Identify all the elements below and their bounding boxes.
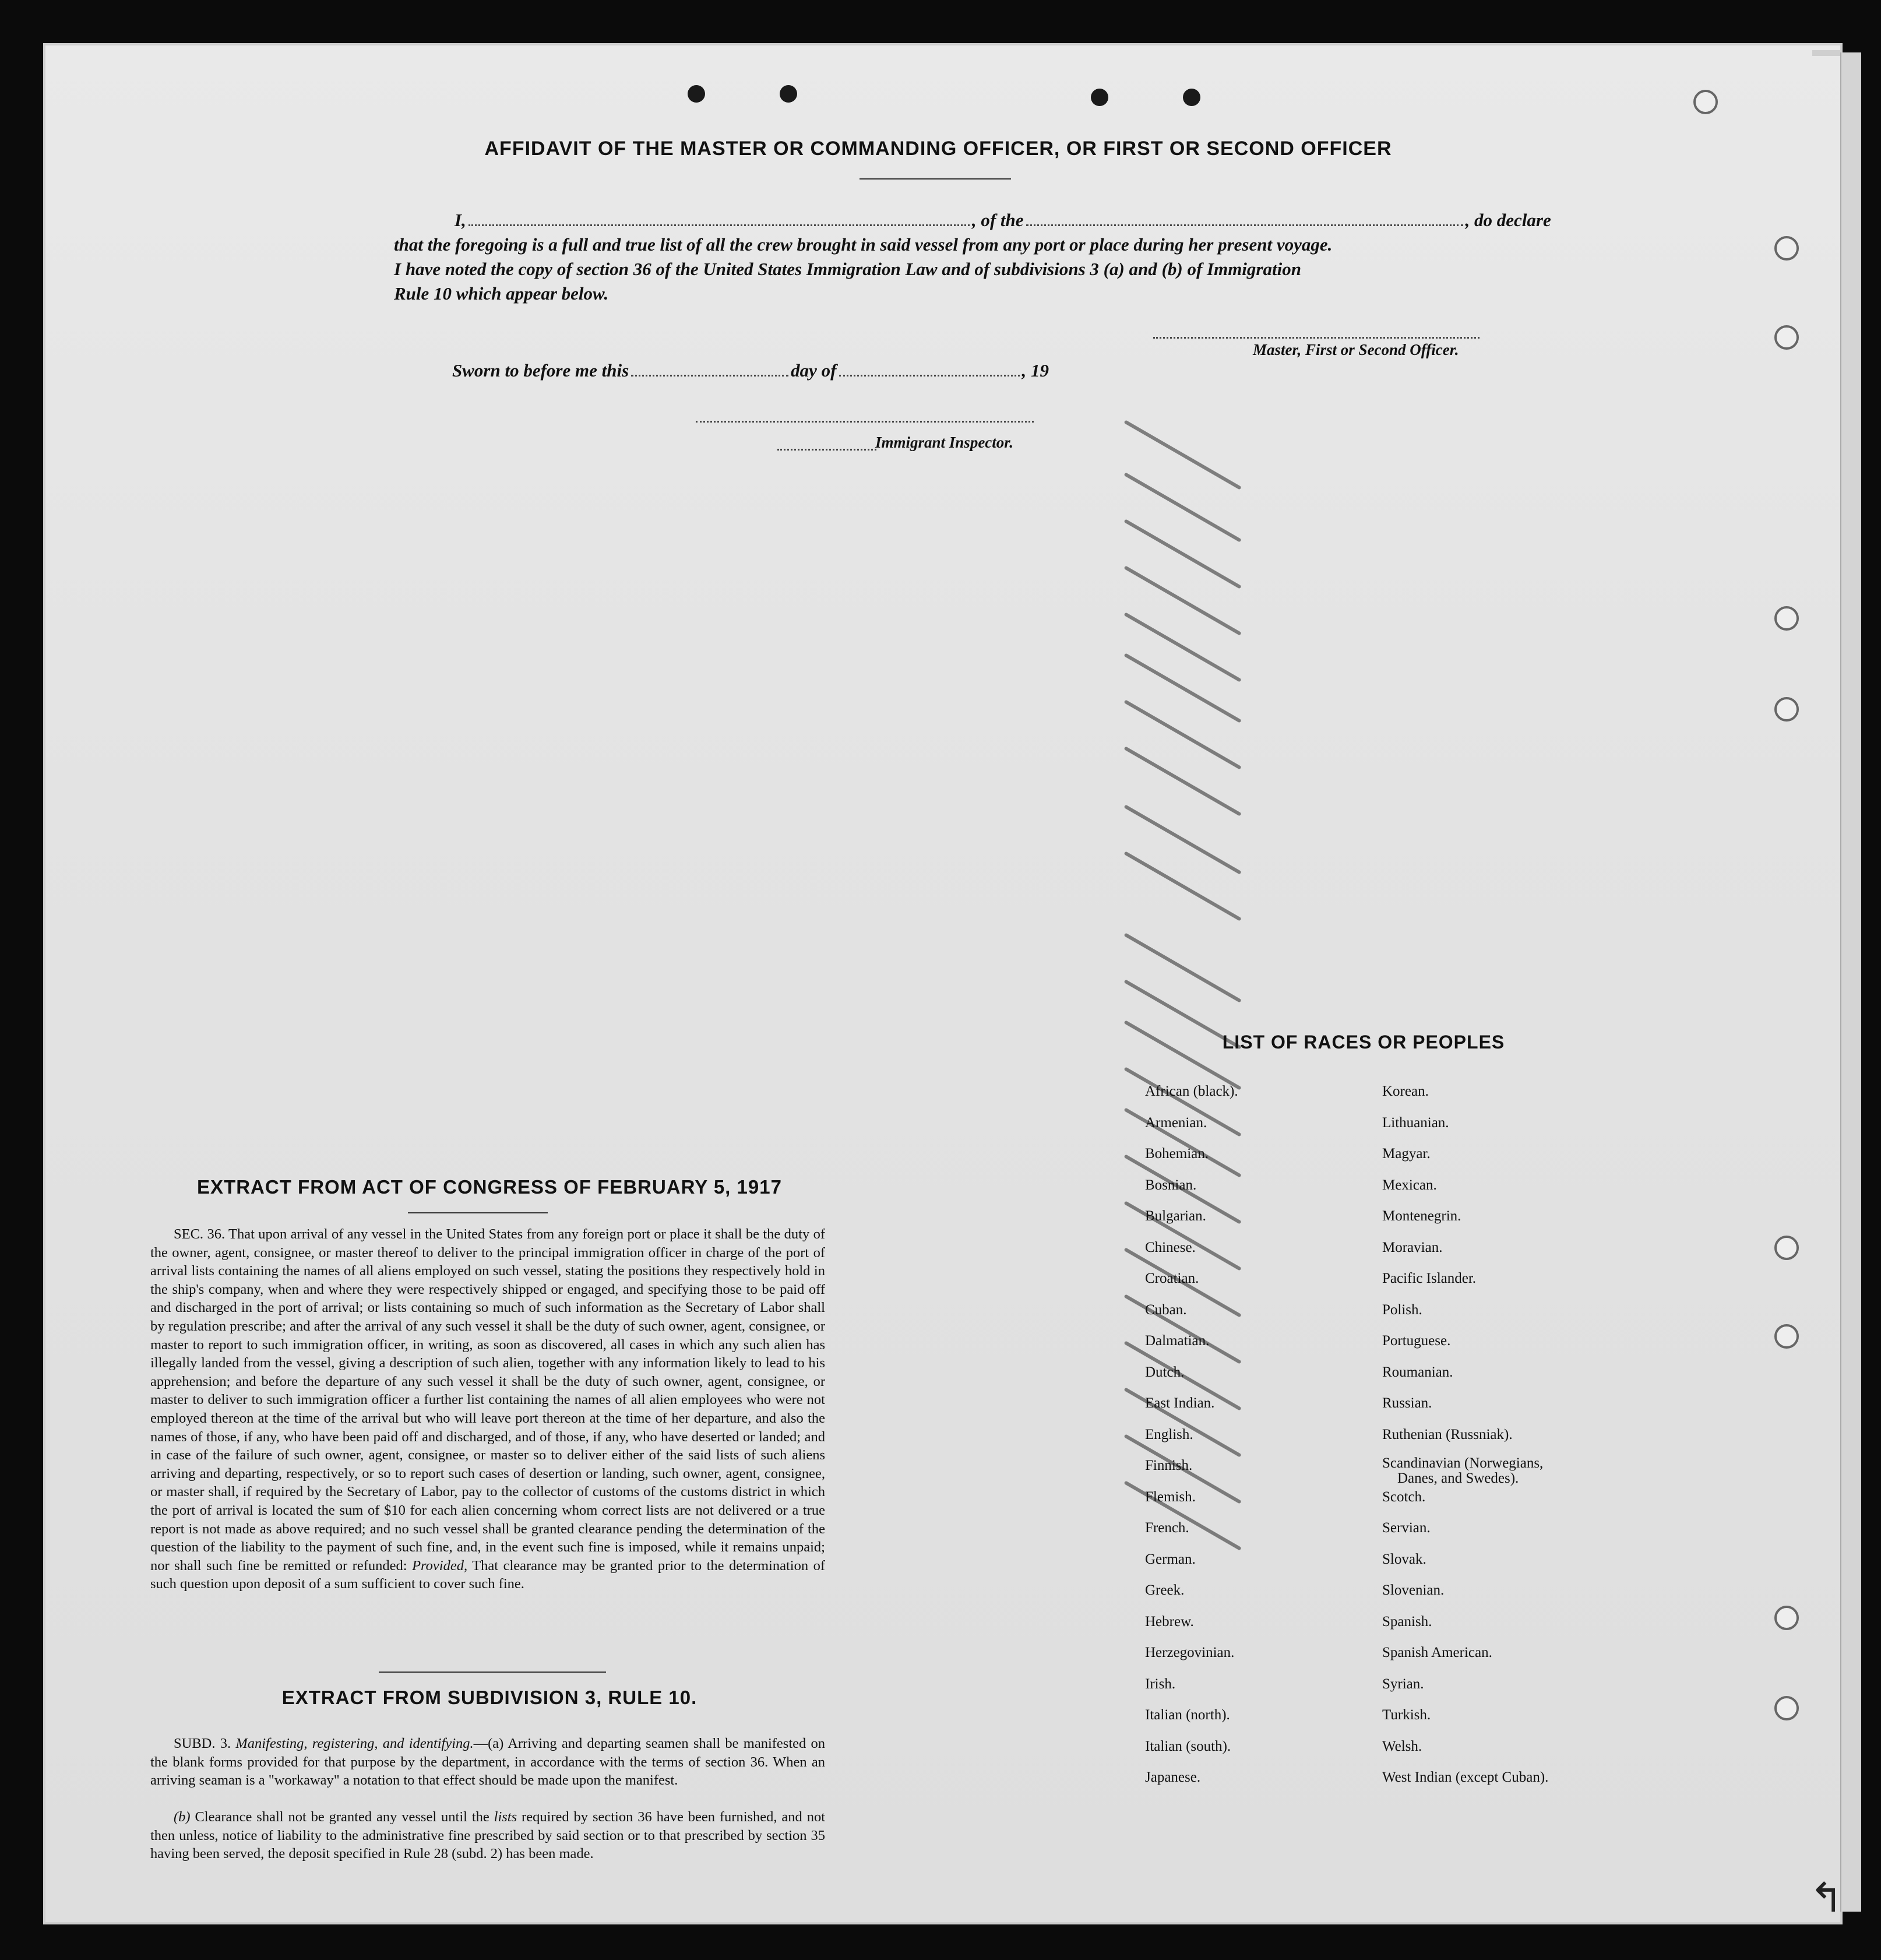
- race-item: Ruthenian (Russniak).: [1382, 1426, 1513, 1442]
- race-item: Magyar.: [1382, 1146, 1431, 1162]
- race-item: Montenegrin.: [1382, 1208, 1461, 1224]
- para-b-part-2: required by section 36 have been furnished, and not then unless, notice of liability to the administrative fine prescribed by said section or to that prescribed by section 35 having been served, the deposit specified in Rule 28 (subd. 2) has been made.: [150, 1809, 826, 1862]
- race-item: Greek.: [1145, 1582, 1185, 1598]
- race-item: Turkish.: [1382, 1707, 1431, 1723]
- section-divider: [379, 1672, 606, 1673]
- race-item: German.: [1145, 1551, 1196, 1567]
- race-item: Armenian.: [1145, 1114, 1207, 1131]
- race-scandinavian-line-1: Scandinavian (Norwegians,: [1382, 1455, 1544, 1471]
- subd-heading: Manifesting, registering, and identifying.: [235, 1736, 474, 1751]
- race-item: Servian.: [1382, 1520, 1431, 1536]
- race-item: Bohemian.: [1145, 1146, 1209, 1162]
- manifest-sheet: [45, 45, 1840, 1922]
- inspector-blank: [777, 449, 876, 451]
- race-item: Flemish.: [1145, 1489, 1196, 1505]
- race-item: Syrian.: [1382, 1676, 1424, 1692]
- name-blank: [469, 224, 970, 226]
- race-item: Roumanian.: [1382, 1364, 1453, 1380]
- i-label: I,: [455, 210, 466, 230]
- vessel-blank: [1026, 224, 1463, 226]
- act-title-rule: [408, 1212, 548, 1213]
- act-extract-text: [150, 1225, 825, 1593]
- race-item: English.: [1145, 1426, 1193, 1442]
- title-rule: [860, 178, 1011, 180]
- race-item: Slovenian.: [1382, 1582, 1445, 1598]
- race-item-scandinavian: [1382, 1450, 1548, 1486]
- month-blank: [839, 375, 1020, 376]
- race-item: Chinese.: [1145, 1239, 1196, 1255]
- races-right-column: [1382, 1076, 1548, 1793]
- proviso-text: That clearance may be granted prior to the determination of such question upon deposit of a sum sufficient to cover such fine.: [150, 1557, 826, 1592]
- of-the-label: , of the: [971, 210, 1024, 230]
- race-item: Mexican.: [1382, 1177, 1437, 1193]
- race-item: East Indian.: [1145, 1395, 1215, 1411]
- binder-ring: [1774, 1324, 1799, 1349]
- race-item: Moravian.: [1382, 1239, 1443, 1255]
- punch-hole: [688, 85, 705, 103]
- punch-hole: [1091, 89, 1108, 106]
- affidavit-line-1: [455, 210, 1551, 231]
- sworn-label: Sworn to before me this: [452, 360, 629, 381]
- binder-ring: [1693, 90, 1718, 114]
- race-item: Russian.: [1382, 1395, 1432, 1411]
- inspector-label: Immigrant Inspector.: [875, 434, 1014, 451]
- binder-ring: [1774, 325, 1799, 350]
- act-extract-title: EXTRACT FROM ACT OF CONGRESS OF FEBRUARY 5, 1917: [197, 1176, 782, 1198]
- race-item: Slovak.: [1382, 1551, 1426, 1567]
- sheet-edge-top: [1812, 50, 1840, 56]
- proviso-label: Provided,: [412, 1557, 468, 1574]
- para-b-label: (b): [174, 1809, 191, 1825]
- inspector-signature-blank: [696, 421, 1034, 423]
- race-item: Irish.: [1145, 1676, 1176, 1692]
- sworn-line: [452, 360, 1049, 381]
- subdivision-a-text: [150, 1734, 825, 1790]
- affidavit-line-4: Rule 10 which appear below.: [394, 283, 609, 304]
- binder-ring: [1774, 606, 1799, 631]
- affidavit-line-2: that the foregoing is a full and true list of all the crew brought in said vessel from any port or place during her present voyage.: [394, 234, 1333, 255]
- race-item: Pacific Islander.: [1382, 1271, 1477, 1286]
- race-item: Bosnian.: [1145, 1177, 1197, 1193]
- race-item: Finnish.: [1145, 1458, 1193, 1473]
- para-a: —(a) Arriving and departing seamen shall be manifested on the blank forms provided for that purpose by the department, in accordance with the terms of section 36. When an arriving seaman is a "workaway" a notation to that effect should be made upon the manifest.: [150, 1736, 825, 1789]
- punch-hole: [780, 85, 797, 103]
- para-b-part-1: Clearance shall not be granted any vessel until the: [195, 1809, 489, 1825]
- day-blank: [631, 375, 788, 376]
- handwritten-corner-mark: ↰: [1809, 1874, 1844, 1922]
- race-item: Portuguese.: [1382, 1333, 1451, 1349]
- day-of-label: day of: [791, 360, 837, 381]
- section-36-text: SEC. 36. That upon arrival of any vessel in the United States from any foreign port or place it shall be the duty of the owner, agent, consignee, or master thereof to deliver to the principal immigration officer in charge of the port of arrival lists containing the names of all aliens employed on such vessel, stating the positions they respectively hold in the ship's company, when and where they were respectively shipped or engaged, and specifying those to be paid off and discharged in the port of arrival; or lists containing so much of such information as the Secretary of Labor shall by regulation prescribe; and after the arrival of any such vessel it shall be the duty of such owner, agent, consignee, or master to report to such immigration officer, in writing, as soon as discovered, all cases in which any such alien has illegally landed from the vessel, giving a description of such alien, together with any information likely to lead to his apprehension; and before the departure of any such vessel it shall be the duty of such owner, agent, consignee, or master to deliver to such immigration officer a further list containing the names of all alien employees who were not employed thereon at the time of the arrival but who will leave port thereon at the time of her departure, and also the names of those, if any, who have been paid off and discharged, and of those, if any, who have deserted or landed; and in case of the failure of such owner, agent, consignee, or master so to deliver either of the said lists of such aliens arriving and departing, respectively, or so to report such cases of desertion or landing, such owner, agent, consignee, or master shall, if required by the Secretary of Labor, pay to the collector of customs of the customs district in which the port of arrival is located the sum of $10 for each alien concerning whom correct lists are not delivered or a true report is not made as above required; and no such vessel shall be granted clearance pending the determination of the question of the liability to the payment of such fine, and, in the event such fine is imposed, while it remains unpaid; nor shall such fine be remitted or refunded:: [150, 1226, 825, 1574]
- races-left-column: [1145, 1076, 1238, 1793]
- punch-hole: [1183, 89, 1200, 106]
- master-label: Master, First or Second Officer.: [1253, 341, 1459, 358]
- binder-ring: [1774, 236, 1799, 261]
- race-item: Italian (south).: [1145, 1738, 1231, 1754]
- race-item: Cuban.: [1145, 1301, 1187, 1318]
- race-item: Japanese.: [1145, 1769, 1201, 1785]
- race-item: Dalmatian.: [1145, 1333, 1210, 1349]
- race-item: Dutch.: [1145, 1364, 1185, 1380]
- race-item: Scotch.: [1382, 1489, 1426, 1505]
- year-label: , 19: [1021, 360, 1049, 381]
- binder-ring: [1774, 1696, 1799, 1720]
- race-item: Herzegovinian.: [1145, 1645, 1235, 1660]
- declare-label: , do declare: [1465, 210, 1551, 230]
- race-item: Croatian.: [1145, 1271, 1199, 1286]
- race-item: African (black).: [1145, 1083, 1238, 1099]
- rule-extract-title: EXTRACT FROM SUBDIVISION 3, RULE 10.: [281, 1687, 698, 1708]
- race-item: Hebrew.: [1145, 1613, 1194, 1630]
- binder-ring: [1774, 1606, 1799, 1630]
- affidavit-line-3: I have noted the copy of section 36 of the United States Immigration Law and of subdivisions 3 (a) and (b) of Immigration: [394, 259, 1301, 279]
- races-title: LIST OF RACES OR PEOPLES: [1222, 1032, 1505, 1053]
- master-signature-blank: [1153, 337, 1480, 339]
- sheet-edge: [1840, 52, 1861, 1912]
- race-item: Lithuanian.: [1382, 1114, 1449, 1131]
- affidavit-title: AFFIDAVIT OF THE MASTER OR COMMANDING OFFICER, OR FIRST OR SECOND OFFICER: [484, 138, 1392, 160]
- race-item: West Indian (except Cuban).: [1382, 1769, 1549, 1785]
- race-item: Korean.: [1382, 1083, 1429, 1099]
- race-item: Bulgarian.: [1145, 1208, 1206, 1224]
- race-item: Polish.: [1382, 1301, 1422, 1318]
- subd-label: SUBD. 3.: [174, 1736, 231, 1751]
- race-scandinavian-line-2: Danes, and Swedes).: [1397, 1470, 1519, 1486]
- race-item: Spanish American.: [1382, 1645, 1492, 1660]
- subdivision-b-text: [150, 1808, 825, 1863]
- binder-ring: [1774, 697, 1799, 722]
- race-item: French.: [1145, 1520, 1189, 1536]
- race-item: Spanish.: [1382, 1613, 1432, 1630]
- para-b-lists: lists: [494, 1809, 517, 1825]
- binder-ring: [1774, 1236, 1799, 1260]
- race-item: Welsh.: [1382, 1738, 1422, 1754]
- race-item: Italian (north).: [1145, 1707, 1230, 1723]
